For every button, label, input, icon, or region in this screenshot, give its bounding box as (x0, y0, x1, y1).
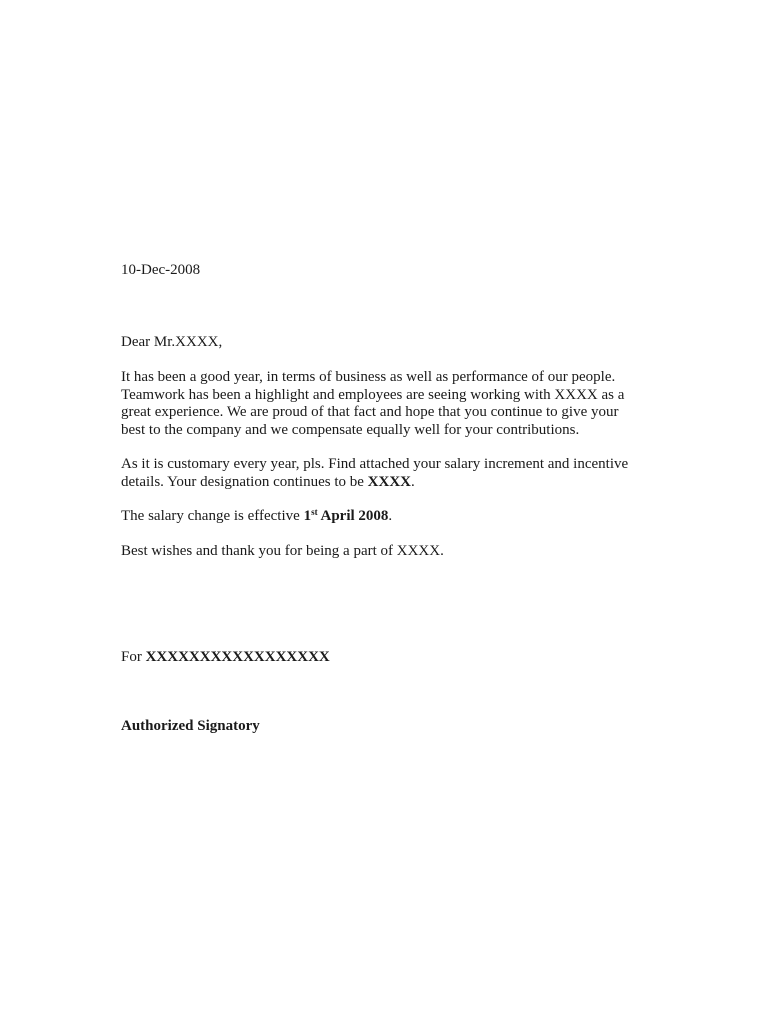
paragraph-2-line: As it is customary every year, pls. Find attached your salary increment and incentive (121, 456, 629, 472)
paragraph-2-line (121, 474, 641, 492)
paragraph-1-line: It has been a good year, in terms of business as well as performance of our people. (121, 369, 616, 385)
letter-salutation: Dear Mr.XXXX, (121, 334, 223, 350)
paragraph-4: Best wishes and thank you for being a part of XXXX. (121, 543, 444, 559)
paragraph-3-text: The salary change is effective (121, 508, 304, 524)
paragraph-3-punctuation: . (388, 508, 393, 524)
designation-value: XXXX (367, 473, 411, 490)
paragraph-1-line: best to the company and we compensate equally well for your contributions. (121, 421, 580, 438)
paragraph-1-line: great experience. We are proud of that fact and hope that you continue to give your (121, 404, 619, 420)
letter-date: 10-Dec-2008 (121, 262, 201, 278)
paragraph-1-line: Teamwork has been a highlight and employees are seeing working with XXXX as a (121, 386, 625, 403)
authorized-signatory: Authorized Signatory (121, 718, 260, 734)
paragraph-2-text: details. Your designation continues to be (121, 473, 368, 490)
paragraph-1 (121, 369, 641, 439)
effective-date-month-year: April 2008 (317, 508, 389, 524)
effective-date-ordinal: st (311, 507, 318, 517)
company-name: XXXXXXXXXXXXXXXXX (145, 649, 330, 665)
paragraph-3 (121, 508, 392, 526)
closing-for-label: For (121, 649, 146, 665)
effective-date (304, 508, 389, 524)
paragraph-2 (121, 456, 641, 491)
paragraph-2-punctuation: . (411, 473, 415, 490)
effective-date-day: 1 (303, 508, 312, 524)
closing-for-company (121, 649, 330, 667)
